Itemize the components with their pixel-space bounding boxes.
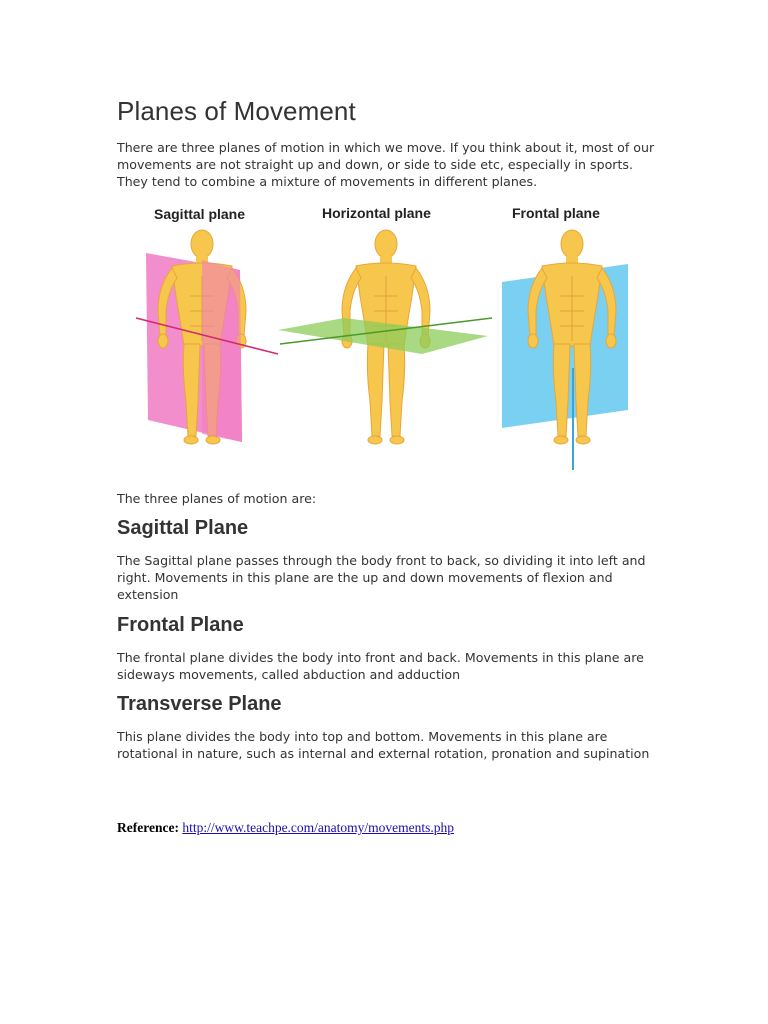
section-heading-frontal: Frontal Plane	[117, 614, 244, 636]
section-body-sagittal: The Sagittal plane passes through the body front to back, so dividing it into left and right. Movements in this plane are the up and down movements of flexion and extension	[117, 553, 646, 602]
reference-label: Reference:	[117, 820, 179, 835]
section-body-transverse: This plane divides the body into top and bottom. Movements in this plane are rotational in nature, such as internal and external rotation, pronation and supination	[117, 729, 650, 761]
figure-label-frontal: Frontal plane	[512, 205, 600, 221]
sagittal-figure	[136, 230, 278, 444]
page-title: Planes of Movement	[117, 96, 356, 126]
figure-label-sagittal: Sagittal plane	[154, 206, 246, 222]
section-heading-sagittal: Sagittal Plane	[117, 517, 249, 539]
reference-link[interactable]: http://www.teachpe.com/anatomy/movements.php	[182, 820, 455, 835]
section-heading-transverse: Transverse Plane	[117, 693, 282, 715]
figure-label-horizontal: Horizontal plane	[322, 205, 431, 221]
reference-line	[117, 820, 454, 836]
planes-illustration	[130, 198, 642, 476]
planes-figure	[130, 198, 642, 476]
section-body-frontal: The frontal plane divides the body into front and back. Movements in this plane are sideways movements, called abduction and adduction	[117, 650, 644, 682]
horizontal-figure	[278, 230, 492, 444]
frontal-figure	[502, 230, 628, 470]
lead-in-text: The three planes of motion are:	[117, 491, 317, 506]
intro-paragraph: There are three planes of motion in which we move. If you think about it, most of our movements are not straight up and down, or side to side etc, especially in sports. They tend to combine a mixture of movements in different planes.	[117, 140, 655, 189]
